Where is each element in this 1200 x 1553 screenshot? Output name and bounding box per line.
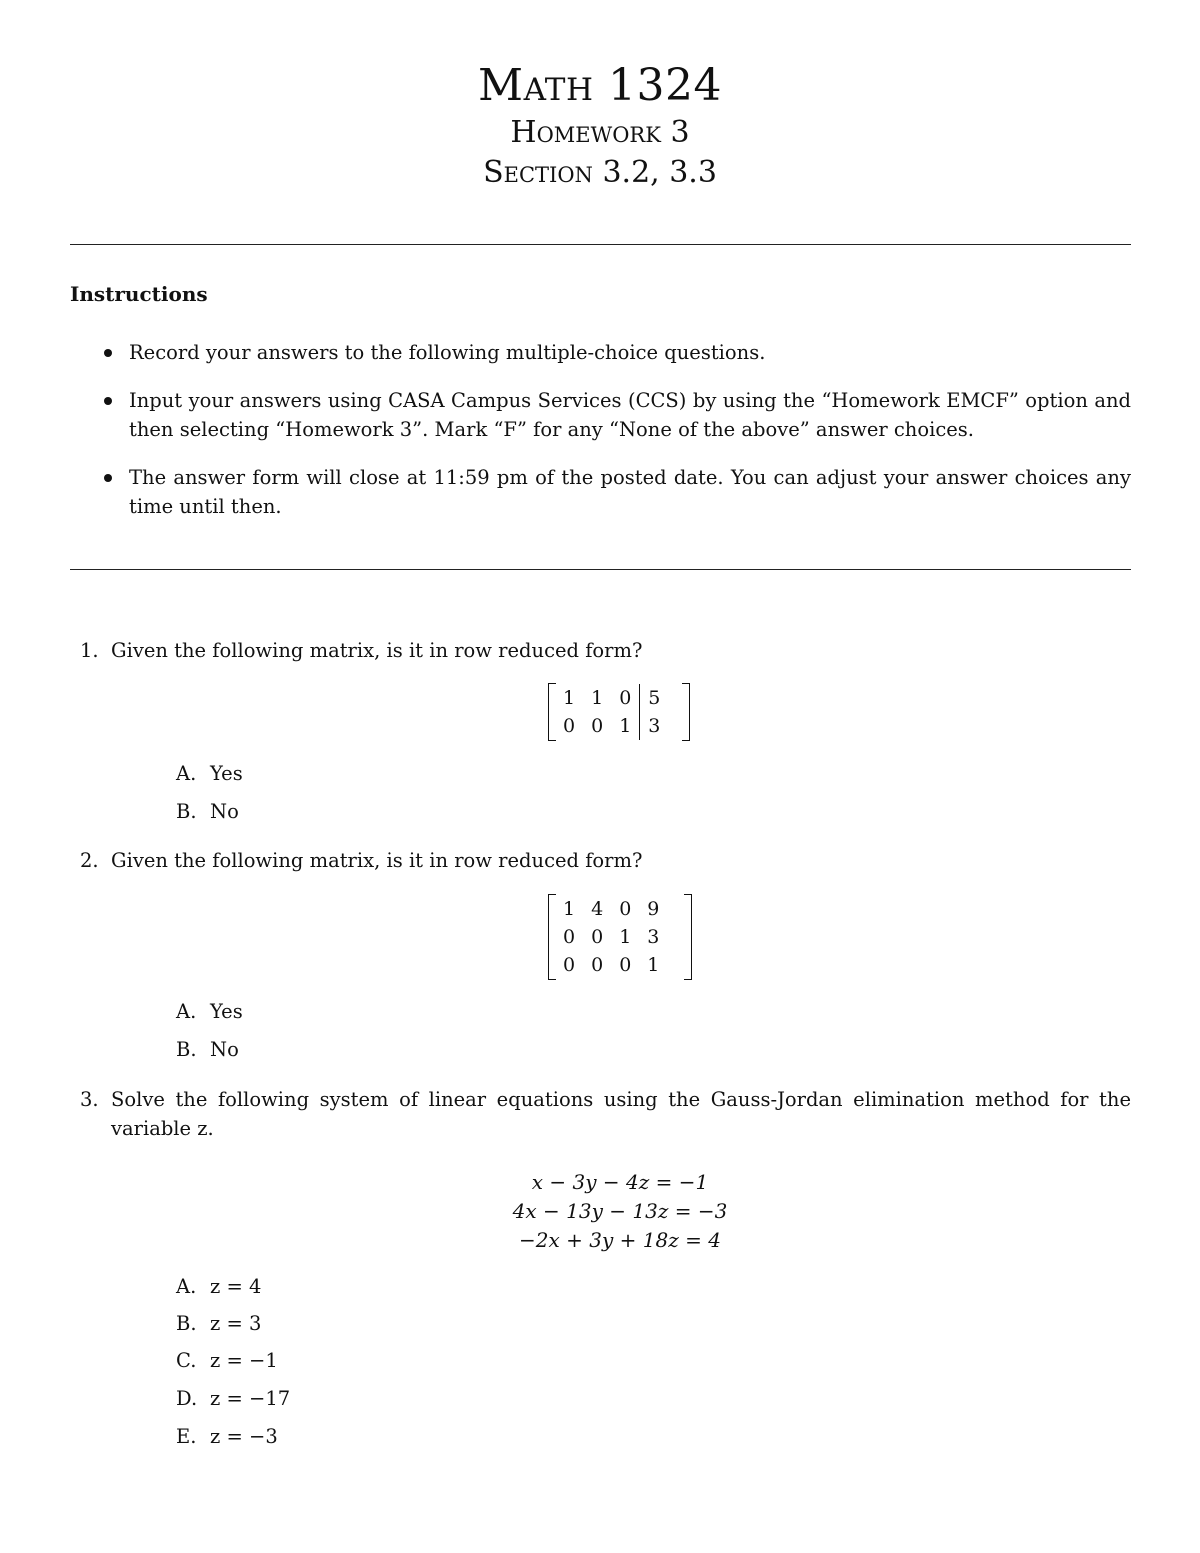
answer-option: B. z = 3 <box>176 1312 262 1335</box>
horizontal-rule <box>70 569 1131 570</box>
answer-option: C. z = −1 <box>176 1349 278 1372</box>
instruction-item: The answer form will close at 11:59 pm of the posted date. You can adjust your answer choices any time until then. <box>104 463 1131 521</box>
matrix-cell: 3 <box>647 926 660 948</box>
matrix-cell: 0 <box>619 687 632 709</box>
matrix-cell: 5 <box>640 684 669 712</box>
answer-option: E. z = −3 <box>176 1425 278 1448</box>
question-number: 1. <box>80 639 99 662</box>
question-text: Given the following matrix, is it in row reduced form? <box>111 639 643 662</box>
matrix-cell: 0 <box>591 954 604 976</box>
question-number: 3. <box>80 1088 99 1111</box>
matrix-cell: 0 <box>591 926 604 948</box>
matrix-cell: 1 <box>563 898 576 920</box>
question-text: Solve the following system of linear equations using the Gauss-Jordan elimination method for the variable z. <box>111 1088 1131 1140</box>
question-1-matrix <box>548 683 690 741</box>
matrix-cell: 0 <box>563 926 576 948</box>
matrix-cell: 0 <box>563 954 576 976</box>
bullet-icon <box>104 474 112 482</box>
matrix-cell: 0 <box>619 954 632 976</box>
instructions-heading: Instructions <box>70 282 208 306</box>
matrix-cell: 1 <box>591 687 604 709</box>
answer-option: A. Yes <box>176 762 243 785</box>
matrix-cell: 3 <box>640 712 669 740</box>
section-heading: Section 3.2, 3.3 <box>483 155 717 190</box>
question-2-matrix <box>548 894 692 980</box>
equation: 4x − 13y − 13z = −3 <box>512 1199 728 1223</box>
page-title: Math 1324 <box>478 60 722 111</box>
bullet-icon <box>104 349 112 357</box>
equation: x − 3y − 4z = −1 <box>531 1170 709 1194</box>
right-bracket <box>682 683 690 741</box>
matrix-cell: 9 <box>647 898 660 920</box>
question-3 <box>0 1085 1200 1145</box>
matrix-cell: 1 <box>563 687 576 709</box>
matrix-cell: 1 <box>619 926 632 948</box>
matrix-cell: 1 <box>647 954 660 976</box>
right-bracket <box>684 894 692 980</box>
answer-option: B. No <box>176 800 239 823</box>
bullet-icon <box>104 397 112 405</box>
matrix-cell: 0 <box>563 715 576 737</box>
instruction-item: Input your answers using CASA Campus Services (CCS) by using the “Homework EMCF” option and then selecting “Homework 3”. Mark “F” for any “None of the above” answer choices. <box>104 386 1131 444</box>
answer-option: A. z = 4 <box>176 1275 262 1298</box>
horizontal-rule <box>70 244 1131 245</box>
matrix-cell: 4 <box>591 898 604 920</box>
answer-option: A. Yes <box>176 1000 243 1023</box>
matrix-cell: 0 <box>591 715 604 737</box>
matrix-cell: 0 <box>619 898 632 920</box>
matrix-cell: 1 <box>619 715 632 737</box>
question-number: 2. <box>80 849 99 872</box>
page-subtitle: Homework 3 <box>510 115 690 150</box>
equation: −2x + 3y + 18z = 4 <box>519 1228 721 1252</box>
answer-option: B. No <box>176 1038 239 1061</box>
question-text: Given the following matrix, is it in row reduced form? <box>111 849 643 872</box>
instructions-list <box>104 338 1131 540</box>
answer-option: D. z = −17 <box>176 1387 291 1410</box>
instruction-item: Record your answers to the following multiple-choice questions. <box>104 338 1131 367</box>
